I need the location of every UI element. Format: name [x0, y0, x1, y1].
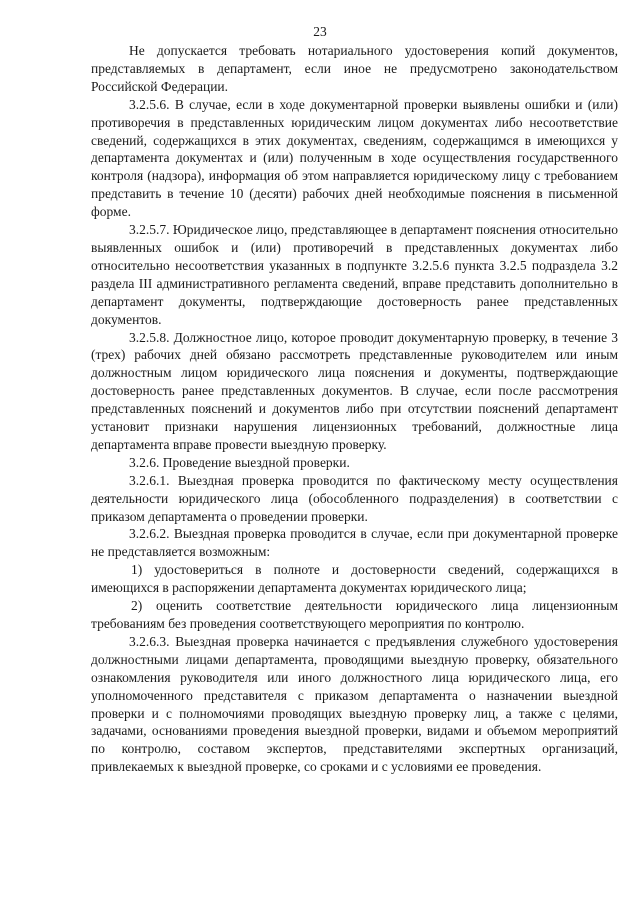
paragraph-3-2-5-7: 3.2.5.7. Юридическое лицо, представляющее в департамент пояснения относительно выявленных ошибок и (или) противоречий в представленных документах либо относительно несоответствия указанных в подпункте 3.2.5.6 пункта 3.2.5 подраздела 3.2 раздела III административного регламента сведений, вправе представить дополнительно в департамент документы, подтверждающие достоверность ранее представленных документов.: [91, 222, 618, 327]
page-number: 23: [313, 24, 327, 39]
paragraph-3-2-6-2: 3.2.6.2. Выездная проверка проводится в случае, если при документарной проверке не представляется возможным:: [91, 526, 618, 560]
paragraph-3-2-6-1: 3.2.6.1. Выездная проверка проводится по фактическому месту осуществления деятельности юридического лица (обособленного подразделения) в соответствии с приказом департамента о проведении проверки.: [91, 472, 618, 524]
list-item-2: 2) оценить соответствие деятельности юридического лица лицензионным требованиям без проведения соответствующего мероприятия по контролю.: [91, 598, 618, 631]
paragraph-3-2-5-8: 3.2.5.8. Должностное лицо, которое проводит документарную проверку, в течение 3 (трех) рабочих дней обязано рассмотреть представленные руководителем или иным должностным лицом юридического лица пояснения и документы, подтверждающие достоверность ранее представленных документов. В случае, если после рассмотрения представленных пояснений и документов либо при отсутствии пояснений департамент установит признаки нарушения лицензионных требований, должностные лица департамента вправе провести выездную проверку.: [91, 329, 618, 452]
paragraph-3-2-6-3: 3.2.6.3. Выездная проверка начинается с предъявления служебного удостоверения должностными лицами департамента, проводящими выездную проверку, обязательного ознакомления руководителя или иного должностного лица юридического лица, его уполномоченного представителя с приказом департамента о назначении выездной проверки и с полномочиями проводящих выездную проверку лиц, а также с целями, задачами, основаниями проведения выездной проверки, видами и объемом мероприятий по контролю, составом экспертов, представителями экспертных организаций, привлекаемых к выездной проверке, со сроками и с условиями ее проведения.: [91, 633, 618, 775]
paragraph-3-2-6: 3.2.6. Проведение выездной проверки.: [129, 454, 350, 470]
paragraph-notary: Не допускается требовать нотариального удостоверения копий документов, представляемых в департамент, если иное не предусмотрено законодательством Российской Федерации.: [91, 43, 618, 94]
document-body: [91, 42, 618, 776]
list-item-1: 1) удостовериться в полноте и достоверности сведений, содержащихся в имеющихся в распоряжении департамента документах юридического лица;: [91, 562, 618, 596]
paragraph-3-2-5-6: 3.2.5.6. В случае, если в ходе документарной проверки выявлены ошибки и (или) противоречия в представленных юридическим лицом документах либо несоответствие сведений, содержащихся в этих документах, сведениям, содержащимся в имеющихся у департамента документах и (или) полученным в ходе осуществления государственного контроля (надзора), информация об этом направляется юридическому лицу с требованием представить в течение 10 (десяти) рабочих дней необходимые пояснения в письменной форме.: [91, 96, 618, 220]
